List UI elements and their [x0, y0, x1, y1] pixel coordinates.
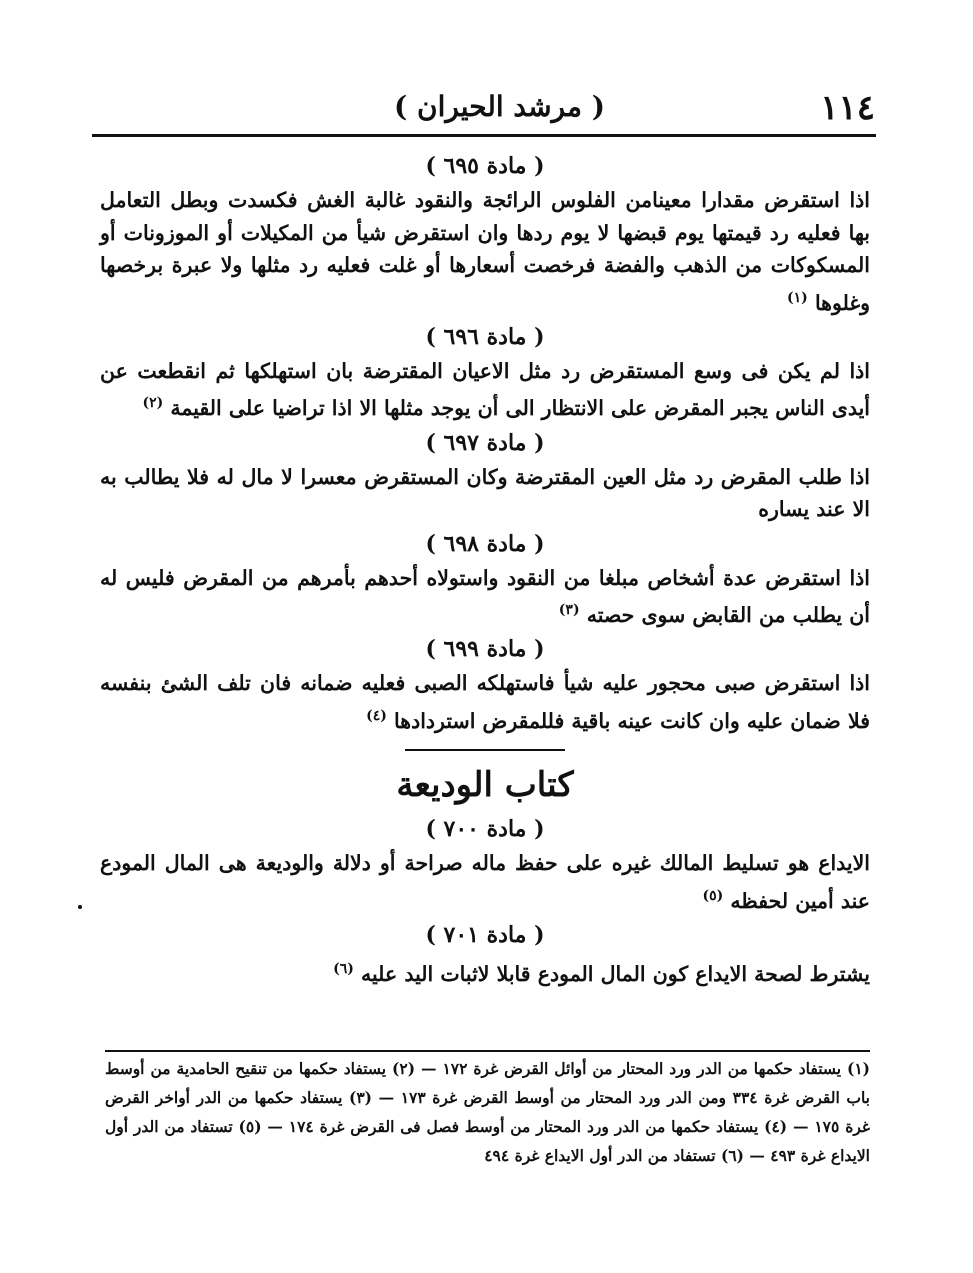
footnote-marker: (٦)	[333, 961, 354, 978]
article-699	[100, 633, 870, 737]
header-rule	[92, 134, 876, 137]
footnote-text: (١) يستفاد حكمها من الدر ورد المحتار من أوائل القرض غرة ١٧٢ — (٢) يستفاد حكمها من تنقيح الحامدية من أوسط باب القرض غرة ٣٣٤ ومن الدر ورد المحتار من أوسط القرض غرة ١٧٣ — (٣) يستفاد حكمها من الدر أواخر القرض غرة ١٧٥ — (٤) يستفاد حكمها من الدر ورد المحتار من أوسط فصل فى القرض غرة ١٧٤ — (٥) تستفاد من الدر أول الايداع غرة ٤٩٣ — (٦) تستفاد من الدر أول الايداع غرة ٤٩٤	[105, 1059, 870, 1165]
article-text: اذا استقرض مقدارا معينامن الفلوس الرائجة والنقود غالبة الغش فكسدت وبطل التعامل بها فعليه رد قيمتها يوم قبضها لا يوم ردها وان استقرض شيأ من المكيلات أو الموزونات أو المسكوكات من الذهب والفضة فرخصت أسعارها أو غلت فعليه رد مثلها ولا عبرة برخصها وغلوها $^{(١)}$	[100, 188, 870, 315]
article-698	[100, 528, 870, 632]
article-697	[100, 427, 870, 526]
footnote-marker: (١)	[787, 289, 808, 306]
book-title: كتاب الوديعة	[396, 765, 574, 806]
article-text: اذا طلب المقرض رد مثل العين المقترضة وكان المستقرض معسرا لا مال له فلا يطالب به الا عند يساره	[100, 464, 870, 522]
page-number: ١١٤	[820, 88, 875, 128]
article-heading: ( مادة ٦٩٩ )	[425, 636, 545, 663]
footnote-marker: (٣)	[558, 602, 580, 619]
footnote-marker: (٥)	[702, 887, 724, 904]
article-heading: ( مادة ٦٩٦ )	[425, 323, 545, 350]
article-text: اذا استقرض عدة أشخاص مبلغا من النقود واستولاه أحدهم بأمرهم من المقرض فليس له أن يطلب من القابض سوى حصته $^{(٣)}$	[100, 565, 870, 627]
ink-dot	[78, 905, 82, 909]
article-heading: ( مادة ٧٠٠ )	[425, 816, 545, 843]
footnote-marker: (٤)	[366, 707, 387, 724]
article-text: يشترط لصحة الايداع كون المال المودع قابلا لاثبات اليد عليه $^{(٦)}$	[333, 961, 870, 986]
footnotes	[105, 1054, 870, 1170]
article-text: الايداع هو تسليط المالك غيره على حفظ ماله صراحة أو دلالة والوديعة هى المال المودع عند أمين لحفظه $^{(٥)}$	[100, 851, 870, 913]
article-heading: ( مادة ٦٩٥ )	[425, 153, 545, 179]
article-heading: ( مادة ٦٩٨ )	[425, 530, 545, 557]
article-heading: ( مادة ٧٠١ )	[425, 922, 545, 949]
article-text: اذا استقرض صبى محجور عليه شيأ فاستهلكه الصبى فعليه ضمانه فان تلف الشئ بنفسه فلا ضمان عليه وان كانت عينه باقية فللمقرض استردادها $^{(٤)}$	[100, 671, 870, 733]
article-700	[100, 813, 870, 917]
page-header	[95, 88, 875, 132]
footnote-rule	[105, 1050, 870, 1052]
article-heading: ( مادة ٦٩٧ )	[425, 429, 545, 456]
footnote-marker: (٢)	[142, 395, 164, 412]
body-text	[100, 148, 870, 990]
section-divider	[405, 749, 565, 751]
article-text: اذا لم يكن فى وسع المستقرض رد مثل الاعيان المقترضة بان استهلكها ثم انقطعت عن أيدى الناس يجبر المقرض على الانتظار الى أن يوجد مثلها الا اذا تراضيا على القيمة $^{(٢)}$	[100, 358, 870, 421]
article-696	[100, 321, 870, 425]
article-695	[100, 150, 870, 319]
running-title: ( مرشد الحيران )	[394, 90, 605, 123]
article-701	[100, 919, 870, 990]
